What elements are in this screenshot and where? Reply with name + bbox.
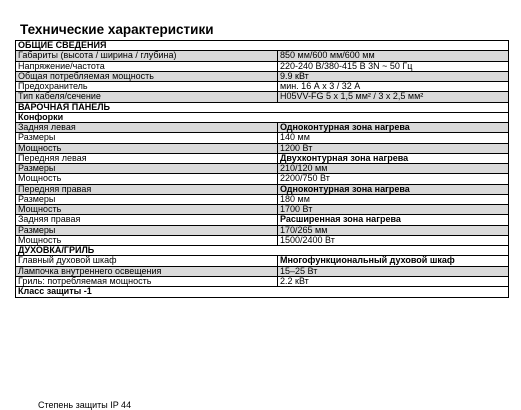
row-value: 1700 Вт — [280, 205, 313, 214]
row-value: 2.2 кВт — [280, 276, 309, 286]
table-row — [16, 62, 508, 72]
table-row — [16, 195, 508, 205]
table-row — [16, 185, 508, 195]
section-label: Класс защиты -1 — [18, 287, 92, 296]
row-label: Главный духовой шкаф — [16, 256, 278, 265]
section-label: Конфорки — [18, 112, 64, 122]
row-value: Двухконтурная зона нагрева — [280, 153, 409, 163]
row-label: Мощность — [16, 236, 278, 245]
row-value: 220-240 В/380-415 В 3N ~ 50 Гц — [280, 61, 413, 71]
table-row — [16, 277, 508, 287]
section-label: ДУХОВКА/ГРИЛЬ — [18, 246, 95, 255]
section-oven — [16, 246, 508, 256]
row-label: Мощность — [16, 205, 278, 214]
table-row — [16, 51, 508, 61]
row-value: 850 мм/600 мм/600 мм — [280, 51, 375, 61]
row-label: Напряжение/частота — [16, 62, 278, 71]
table-row — [16, 205, 508, 215]
row-value: 180 мм — [280, 194, 310, 204]
table-row — [16, 215, 508, 225]
table-row — [16, 144, 508, 154]
table-row — [16, 256, 508, 266]
row-label: Мощность — [16, 144, 278, 153]
row-label: Гриль: потребляемая мощность — [16, 277, 278, 286]
row-label: Общая потребляемая мощность — [16, 72, 278, 81]
row-value: 170/265 мм — [280, 225, 328, 235]
row-value: мин. 16 А x 3 / 32 А — [280, 82, 361, 91]
row-value: 1500/2400 Вт — [280, 235, 335, 245]
row-label: Задняя правая — [16, 215, 278, 224]
row-label: Размеры — [16, 133, 278, 142]
row-label: Передняя правая — [16, 185, 278, 194]
row-label: Задняя левая — [16, 123, 278, 132]
row-label: Размеры — [16, 195, 278, 204]
row-value: Расширенная зона нагрева — [280, 215, 401, 225]
row-label: Передняя левая — [16, 154, 278, 163]
section-general — [16, 41, 508, 51]
section-hob — [16, 103, 508, 113]
row-label: Габариты (высота / ширина / глубина) — [16, 51, 278, 60]
row-value: 2200/750 Вт — [280, 174, 330, 184]
row-value: 15–25 Вт — [280, 266, 318, 276]
section-protection — [16, 287, 508, 297]
table-row — [16, 174, 508, 184]
row-value: 1200 Вт — [280, 143, 313, 153]
table-row — [16, 123, 508, 133]
table-row — [16, 267, 508, 277]
section-burners — [16, 113, 508, 123]
table-row — [16, 82, 508, 92]
table-row — [16, 164, 508, 174]
row-label: Размеры — [16, 164, 278, 173]
table-row — [16, 236, 508, 246]
page-title: Технические характеристики — [20, 22, 214, 37]
table-row — [16, 72, 508, 82]
row-label: Мощность — [16, 174, 278, 183]
row-value: 140 мм — [280, 133, 310, 143]
table-row — [16, 226, 508, 236]
row-label: Лампочка внутреннего освещения — [16, 267, 278, 276]
row-value: 9.9 кВт — [280, 71, 309, 81]
table-row — [16, 154, 508, 164]
row-label: Тип кабеля/сечение — [16, 92, 278, 101]
row-label: Предохранитель — [16, 82, 278, 91]
section-label: ОБЩИЕ СВЕДЕНИЯ — [18, 41, 107, 50]
table-row — [16, 92, 508, 102]
row-value: Одноконтурная зона нагрева — [280, 184, 410, 194]
row-value: H05VV-FG 5 x 1,5 мм² / 3 x 2,5 мм² — [280, 92, 424, 102]
table-row — [16, 133, 508, 143]
row-value: Одноконтурная зона нагрева — [280, 123, 410, 132]
spec-table — [15, 40, 509, 298]
row-value: 210/120 мм — [280, 164, 328, 173]
section-label: ВАРОЧНАЯ ПАНЕЛЬ — [18, 102, 110, 112]
row-label: Размеры — [16, 226, 278, 235]
cut-off-footer-text: Степень защиты IP 44 — [38, 400, 132, 410]
row-value: Многофункциональный духовой шкаф — [280, 256, 455, 266]
